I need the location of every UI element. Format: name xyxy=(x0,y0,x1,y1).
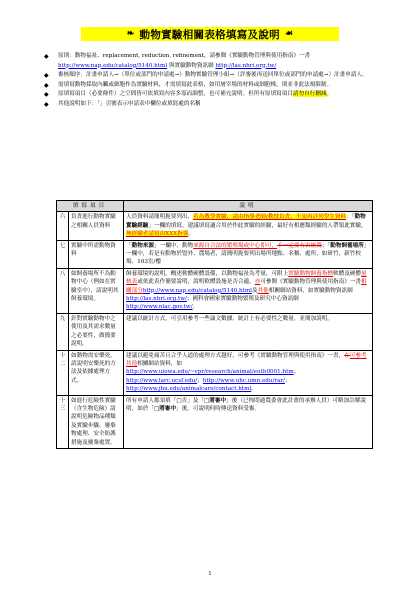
leaf-ornament-icon: ☙ xyxy=(284,29,294,39)
checkbox-icon: □ xyxy=(176,397,182,404)
table-row xyxy=(57,395,373,448)
diamond-bullet-icon: ◆ xyxy=(44,81,49,89)
table-row xyxy=(57,268,373,313)
las-link[interactable]: http://las.nhri.org.tw/ xyxy=(215,62,277,69)
instruction-item: ◆ 原填寫項目（必要條件）之空間皆可依填寫內容多寡而調整，也可補充說明。但所有原填寫項目請勿自行刪減。 xyxy=(44,91,333,99)
row-number: 七 xyxy=(57,240,69,268)
instruction-item: ◆ 其他說明如下：「」引號表示申請表中欄位或填寫處的名稱 xyxy=(44,100,201,108)
uiowa-link[interactable]: http://www.uiowa.edu/~vpr/research/animal/euth0001.htm xyxy=(126,369,294,376)
las-link[interactable]: http://las.nhri.org.tw/ xyxy=(126,296,187,303)
checkbox-icon: □ xyxy=(154,405,160,412)
instruction-item: ◆ 需填寫動物採取內臟或細胞作為實驗材料，才需填寫此表格，如用屠宰場的材料或細胞株，則並非此法規限制。 xyxy=(44,81,333,89)
row-description: 建議以統計方式，可引用參考一些論文數據，統計上有必要性之數量，並簡加說明。 xyxy=(124,313,373,350)
row-item: 實驗中所需動物資料 xyxy=(69,240,124,268)
larc-link[interactable]: http://www.larc.ucsf.edu/ xyxy=(126,377,198,384)
leaf-ornament-icon: ❧ xyxy=(126,29,135,39)
table-row xyxy=(57,313,373,350)
form-instructions-table xyxy=(56,200,373,449)
table-row xyxy=(57,350,373,395)
row-item: 負責進行動物實驗之相關人員資料 xyxy=(69,212,124,240)
row-number: 六 xyxy=(57,212,69,240)
diamond-bullet-icon: ◆ xyxy=(44,53,49,60)
instruction-item: ◆ 原則：動物福祉、replacement, reduction, refinement，請參閱《實驗動物管理與使用指南》一書 http://www.nap.edu/catalog/5140.html 與實驗動物資訊網 http://las.nhri.org.tw/ xyxy=(44,53,311,69)
checkbox-icon: □ xyxy=(204,397,210,404)
nap-link[interactable]: http://www.nap.edu/catalog/5140.html xyxy=(58,62,168,69)
table-row xyxy=(57,212,373,240)
row-item: 如飼養場所不為動物中心（例如在實驗室中），請說明其飼養環境。 xyxy=(69,268,124,313)
row-description: 所有申請人都須填「□否」及「□將審中」後（已徇問過農委會此計畫的承辦人員）可略加註解說明，如於「□將審中」後，可說明何時傳送資料受審。 xyxy=(124,395,373,448)
row-item: 如動物需安樂死，請說明安樂死的方法及依據處理方式。 xyxy=(69,350,124,395)
highlight-text: 請勿自行刪減 xyxy=(292,91,327,98)
uhc-link[interactable]: http://www.uhc.umn.edu/rar/ xyxy=(202,377,285,384)
row-item: 針對實驗動物中之使用及其需求數量之必要性，做簡要說明。 xyxy=(69,313,124,350)
table-header-row xyxy=(57,201,373,212)
table-row xyxy=(57,240,373,268)
row-item: 如進行危險性實驗（含生物危險）請說明危險物品種類及實驗步驟、廢棄物處理、安全防護措施及廢棄處置。 xyxy=(69,395,124,448)
row-number: 八 xyxy=(57,268,69,313)
diamond-bullet-icon: ◆ xyxy=(44,72,49,80)
page-title xyxy=(81,27,339,41)
row-number: 九 xyxy=(57,313,69,350)
row-description: 人員資料請簡明扼要列出，若為教學實驗，請由指導老師/教授負責，不須再詳列學生資料：「動物實驗經驗」一欄的填寫，建議填寫適合用於作此實驗的經驗，最好有相應類經驗的人帶領此實驗，無經驗者請寫由XXX指導。 xyxy=(124,212,373,240)
instruction-item: ◆ 審核順序：計畫申請人→（單位或部門的申請處→）動物實驗管理小組→（評審後再送回單位或部門的申請處→）計畫申請人。 xyxy=(44,72,368,80)
diamond-bullet-icon: ◆ xyxy=(44,91,49,99)
nap-link[interactable]: http://www.nap.edu/catalog/5140.html xyxy=(142,287,252,294)
row-number: 十三 xyxy=(57,395,69,448)
nlac-link[interactable]: http://www.nlac.gov.tw/ xyxy=(126,304,193,311)
row-description: 飼養環境的說明，概述軟體硬體設備，以動物福祉為考量，可附上實驗動物飼養指標軟體及硬體量核表或依此表作簡要說明，說明軟體設施是否合適，亦可參閱《實驗動物管理與使用指南》一書相關部分http://www.nap.edu/catalog/5140.html及其他相關網站資料，如實驗動物資訊網http://las.nhri.org.tw/；國科會國家實驗動物繁殖及研究中心資訊網http://www.nlac.gov.tw/。 xyxy=(124,268,373,313)
row-number: 十二 xyxy=(57,350,69,395)
diamond-bullet-icon: ◆ xyxy=(44,100,49,108)
header-item: 填寫項目 xyxy=(57,201,124,212)
row-description: 「動物來源」一欄中，動物來源自合法的繁殖場或中心即可，不一定要有由統籌；「動物飼養場所」一欄中，若是有動物於豎外、農場者，請簡明扼要列出場所地點、名稱、處所，如研竹、新竹校場、103室/樓 xyxy=(124,240,373,268)
instruction-list xyxy=(44,52,369,110)
jhu-link[interactable]: http://www.jhu.edu/animalcare/contact.html xyxy=(126,386,252,393)
header-description: 說明 xyxy=(124,201,373,212)
row-description: 建議以避免痛苦且合乎人道的處理方式越好，可參考《實驗動物管理與使用指南》一書，在可參考其他相關網站資料，如 http://www.uiowa.edu/~vpr/research/animal/euth0001.htm； http://www.larc.ucsf.edu/；http://www.uhc.umn.edu/rar/； http://www.jhu.edu/animalcare/contact.html。 xyxy=(124,350,373,395)
page-number: 1 xyxy=(208,571,212,577)
page-title-text: 動物實驗相關表格填寫及說明 xyxy=(139,28,280,41)
